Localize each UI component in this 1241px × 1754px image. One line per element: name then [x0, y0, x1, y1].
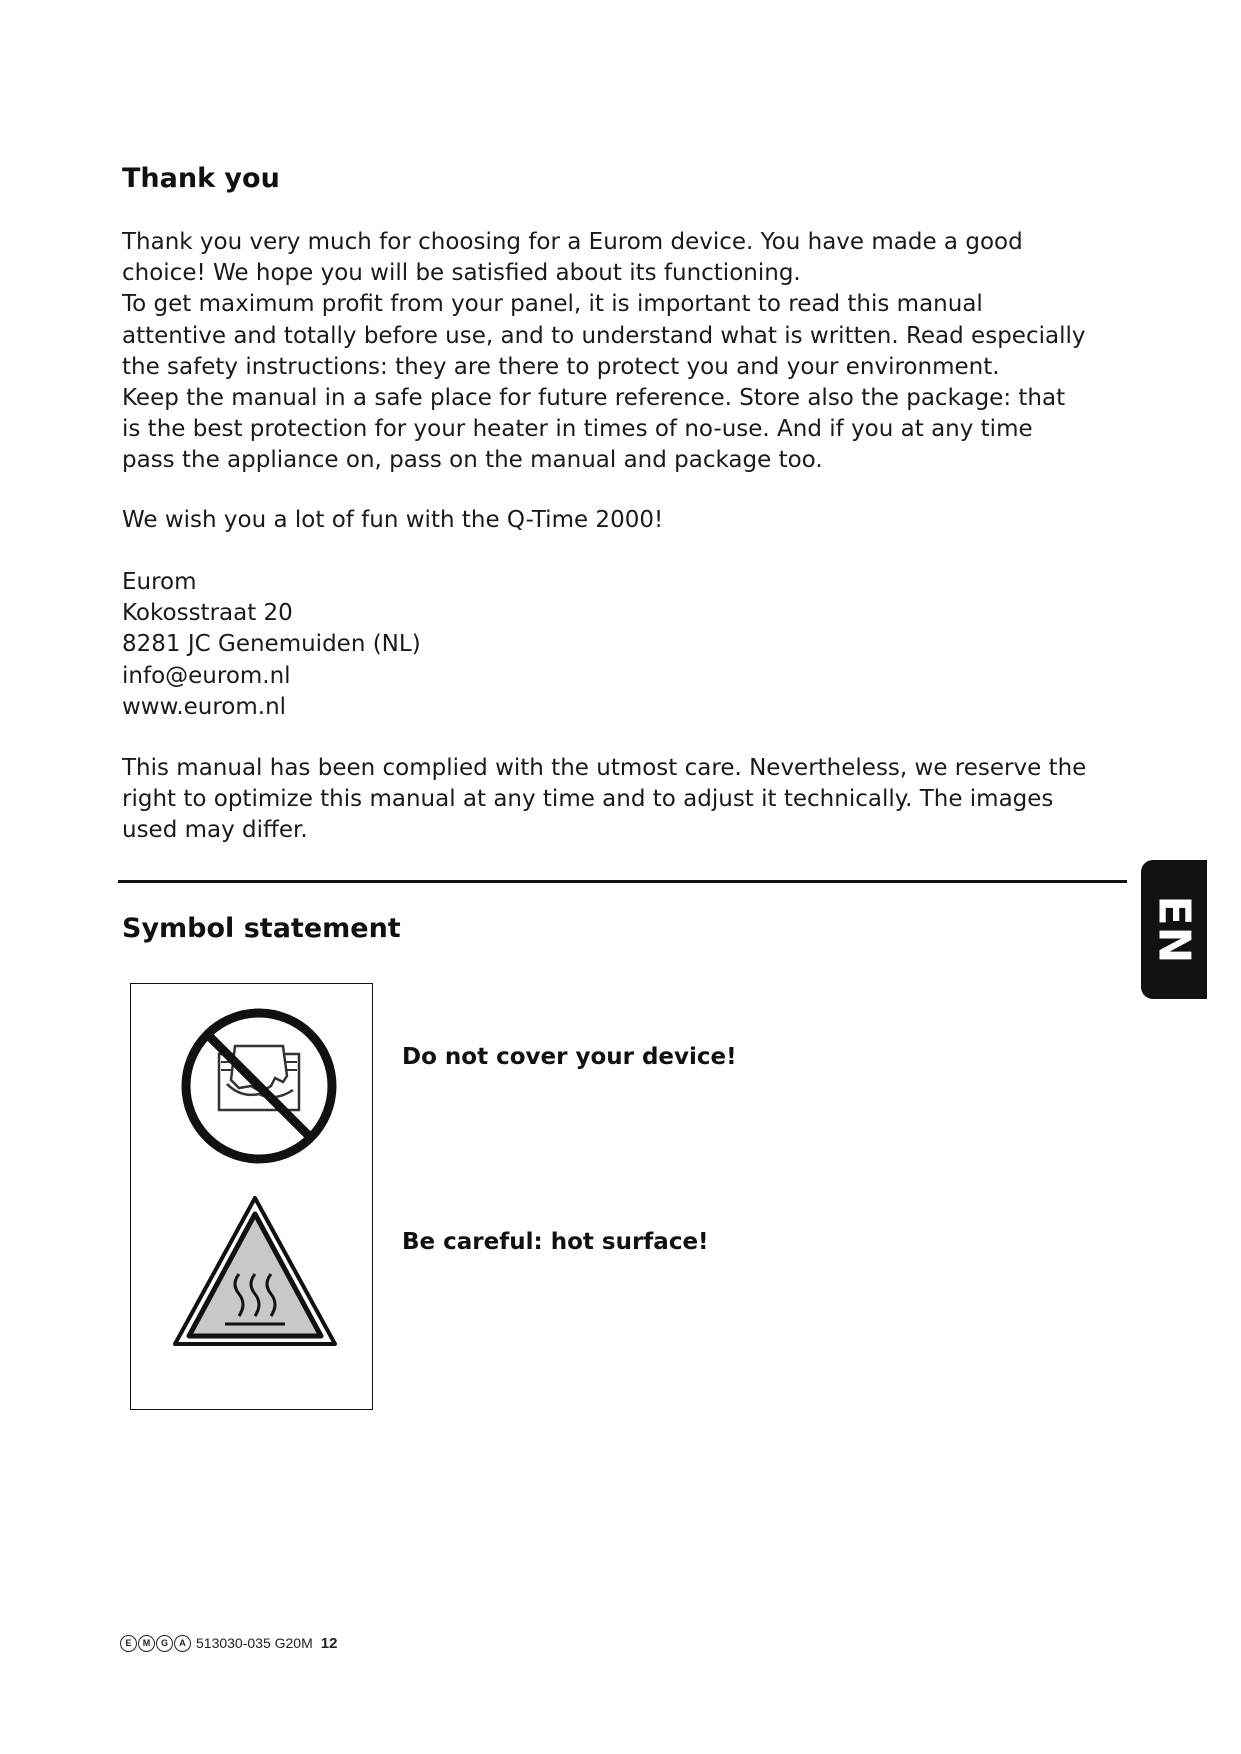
logo-letter: E	[120, 1635, 137, 1652]
thank-you-heading: Thank you	[122, 163, 280, 194]
disclaimer-line: This manual has been complied with the utmost care. Nevertheless, we reserve the	[122, 755, 1087, 781]
language-tab-label: EN	[1148, 895, 1200, 964]
intro-paragraph	[122, 227, 1142, 477]
logo-letter: G	[156, 1635, 173, 1652]
intro-line: Keep the manual in a safe place for future reference. Store also the package: that	[122, 385, 1066, 412]
logo-letter: M	[138, 1635, 155, 1652]
company-city: 8281 JC Genemuiden (NL)	[122, 631, 421, 658]
wish-paragraph	[122, 505, 1142, 536]
wish-text: We wish you a lot of fun with the Q-Time 2000!	[122, 507, 664, 533]
company-name: Eurom	[122, 569, 197, 595]
do-not-cover-label: Do not cover your device!	[402, 1044, 737, 1070]
company-street: Kokosstraat 20	[122, 600, 293, 627]
intro-line: To get maximum profit from your panel, it is important to read this manual	[122, 291, 983, 318]
page-footer	[120, 1633, 337, 1653]
do-not-cover-icon	[179, 1006, 339, 1166]
section-divider	[118, 880, 1127, 883]
disclaimer-paragraph	[122, 753, 1142, 847]
company-email: info@eurom.nl	[122, 662, 291, 689]
company-address	[122, 567, 1142, 723]
company-website: www.eurom.nl	[122, 693, 287, 720]
symbols-box	[130, 983, 373, 1410]
logo-letter: A	[174, 1635, 191, 1652]
language-tab	[1141, 860, 1207, 999]
symbol-statement-heading: Symbol statement	[122, 913, 401, 944]
intro-line: the safety instructions: they are there to protect you and your environment.	[122, 353, 1000, 380]
hot-surface-icon	[169, 1192, 341, 1354]
disclaimer-line: used may differ.	[122, 817, 308, 844]
disclaimer-line: right to optimize this manual at any time and to adjust it technically. The images	[122, 786, 1054, 813]
intro-line: Thank you very much for choosing for a Eurom device. You have made a good	[122, 229, 1023, 255]
hot-surface-label: Be careful: hot surface!	[402, 1229, 709, 1255]
document-code: 513030-035 G20M	[196, 1635, 313, 1651]
page-number: 12	[320, 1634, 338, 1652]
emga-logo	[120, 1635, 192, 1652]
intro-line: pass the appliance on, pass on the manual and package too.	[122, 447, 823, 474]
intro-line: is the best protection for your heater in times of no-use. And if you at any time	[122, 416, 1033, 443]
intro-line: choice! We hope you will be satisfied about its functioning.	[122, 260, 801, 287]
intro-line: attentive and totally before use, and to understand what is written. Read especially	[122, 322, 1086, 349]
